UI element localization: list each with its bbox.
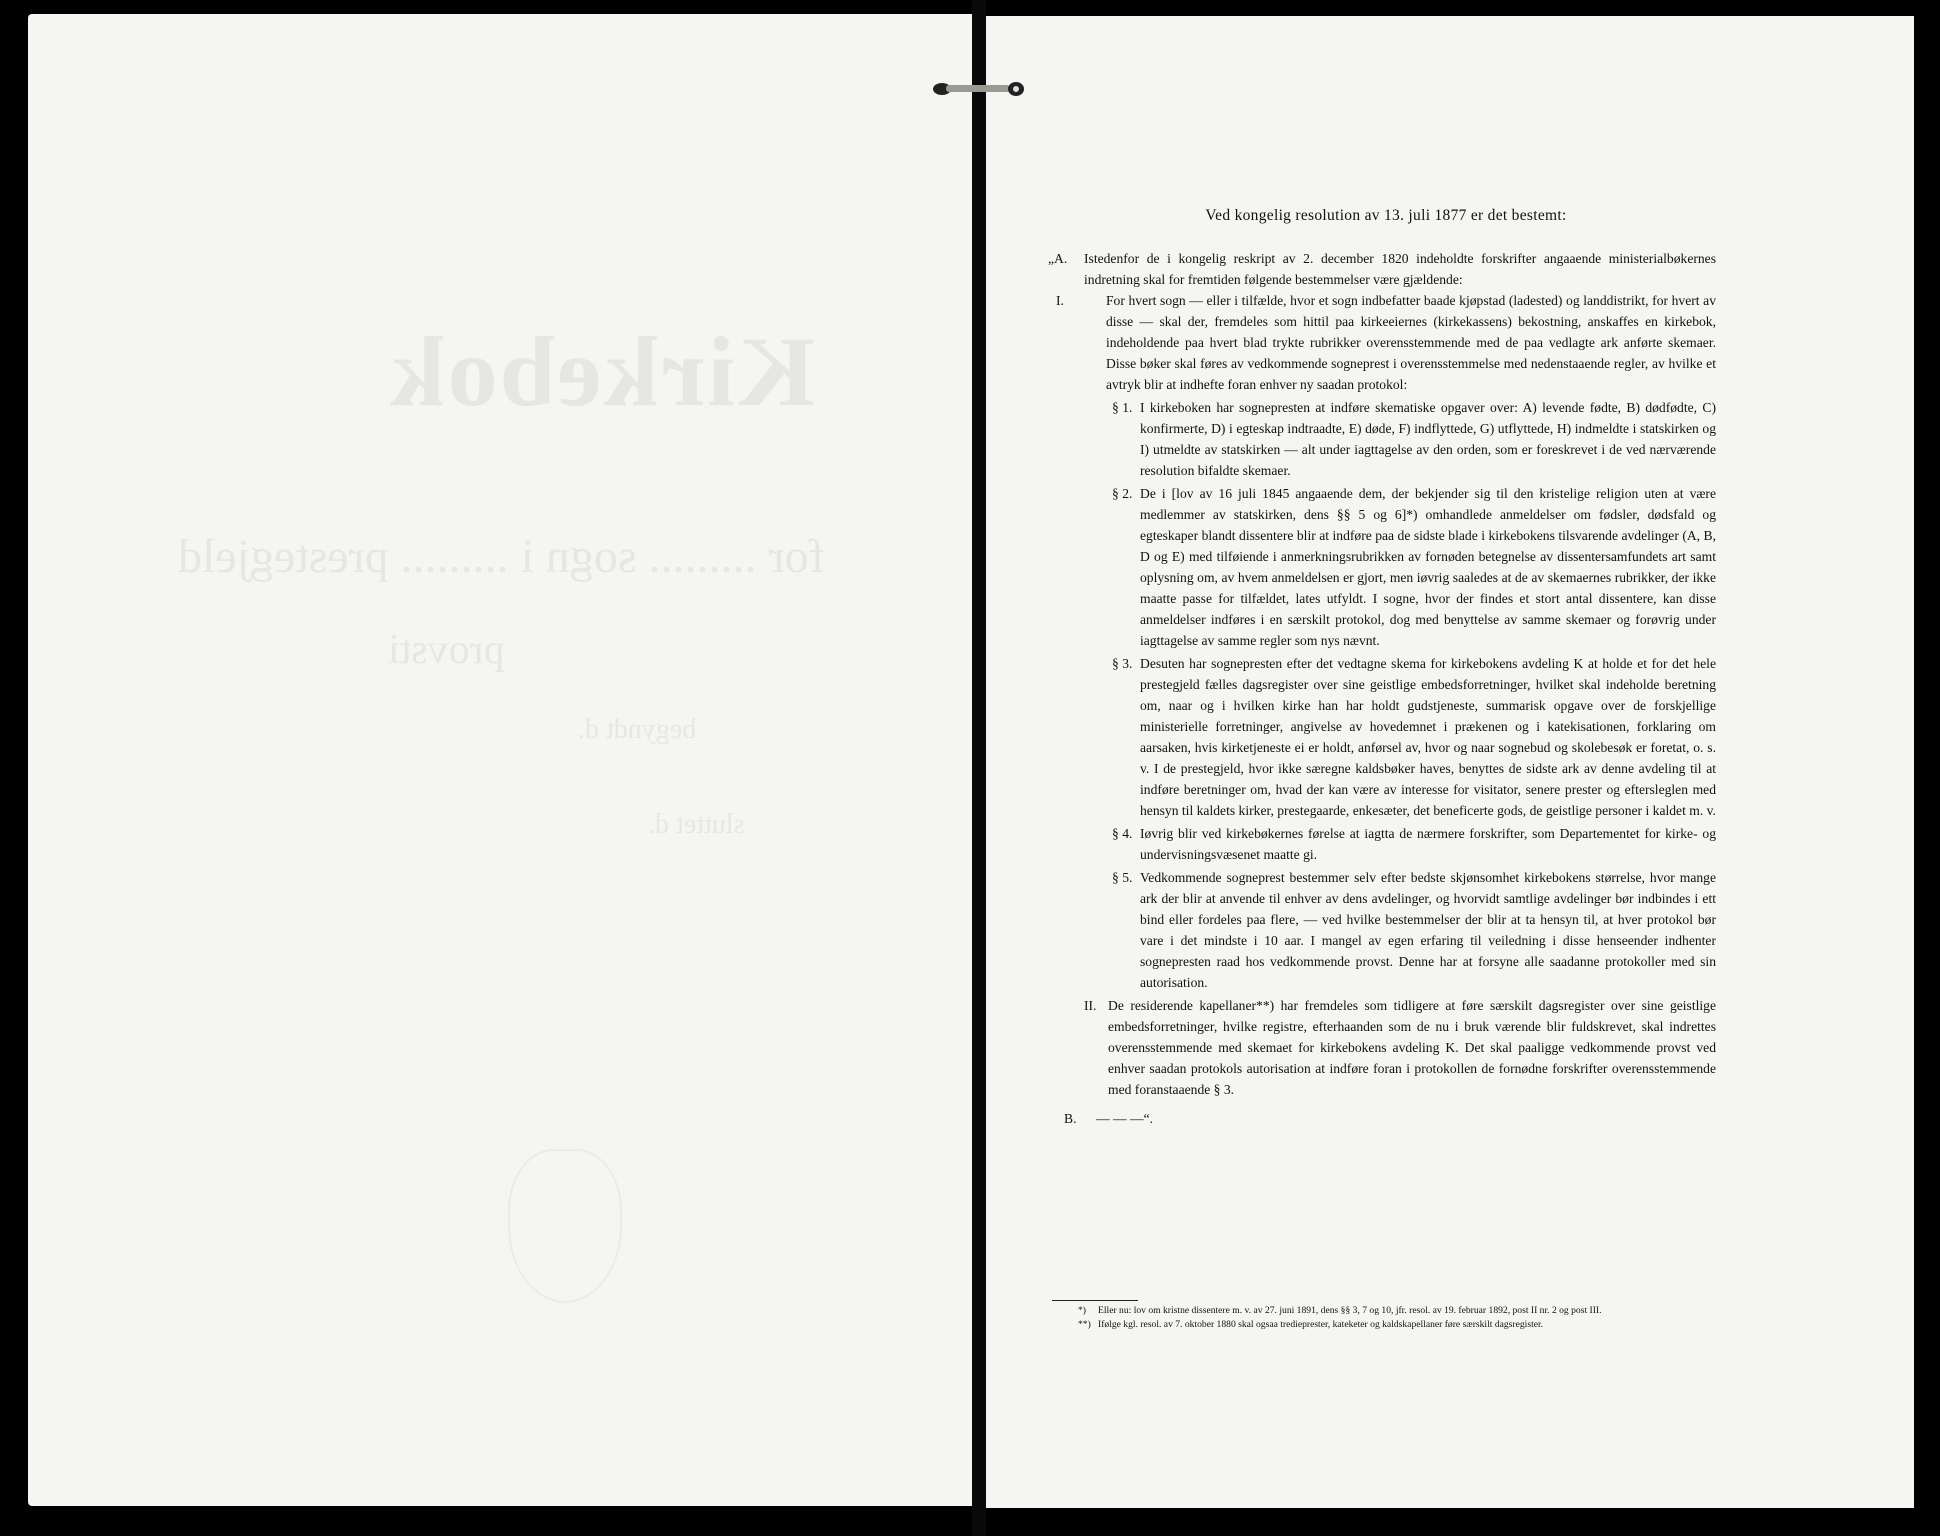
paragraph-2 (1056, 483, 1716, 651)
footnote-mark: **) (1078, 1319, 1091, 1330)
footnote (1072, 1304, 1702, 1318)
paragraph-4 (1056, 823, 1716, 865)
paragraph-label: § 2. (1112, 486, 1133, 501)
paragraph-text: De i [lov av 16 juli 1845 angaaende dem, der bekjender sig til den kristelige religion uten at være medlemmer av statskirken, dens §§ 5 og 6]*) omhandlede anmeldelser om fødsler, dødsfald og egteskaper blandt dissentere blir at indføre paa de sidste blade i kirkebokens tilsvarende avdelinger (A, B, D og E) med tilføiende i anmerkningsrubrikken av fornøden betegnelse av dissentersamfundets art samt oplysning om, av hvem anmeldelsen er gjort, men iøvrig saaledes at de av skemaernes rubrikker, der ikke maatte passe for tilfældet, lates utfyldt. I sogne, hvor der findes et stort antal dissentere, kan disse anmeldelser indføres i en særskilt protokol, dog med benyttelse av samme skemaer og forøvrig under iagttagelse av samme regler som nys nævnt. (1140, 486, 1716, 648)
footnotes (1072, 1304, 1702, 1332)
section-b (1056, 1108, 1716, 1129)
footnote-text: Eller nu: lov om kristne dissentere m. v. av 27. juni 1891, dens §§ 3, 7 og 10, jfr. resol. av 19. februar 1892, post II nr. 2 og post III. (1098, 1305, 1602, 1316)
document-title: Ved kongelig resolution av 13. juli 1877 er det bestemt: (1205, 207, 1567, 224)
paragraph-text: Vedkommende sogneprest bestemmer selv efter bedste skjønsomhet kirkebokens størrelse, hvor mange ark der blir at anvende til enhver av dens avdelinger, og hvorvidt samtlige avdelinger bør indbindes i ett bind eller fordeles paa flere, — ved hvilke bestemmelser der blir at ta hensyn til, at hver protokol bør vare i det mindste i 10 aar. I mangel av egen erfaring til veiledning i disse henseender indhenter sognepresten raad hos vedkommende provst. Denne har at forsyne alle saadanne protokoller med sin autorisation. (1140, 870, 1716, 990)
footnote-mark: *) (1078, 1305, 1086, 1316)
section-a (1048, 248, 1716, 290)
paragraph-5 (1056, 867, 1716, 993)
paragraph-text: I kirkeboken har sognepresten at indføre skematiske opgaver over: A) levende fødte, B) dødfødte, C) konfirmerte, D) i egteskap indtraadte, E) døde, F) indflyttede, G) utflyttede, H) indmeldte i statskirken og I) utmeldte av statskirken — alt under iagttagelse av den orden, som er foreskrevet i de ved nærværende resolution bifaldte skemaer. (1140, 400, 1716, 478)
footnote-divider (1052, 1300, 1138, 1301)
section-ii-text: De residerende kapellaner**) har fremdeles som tidligere at føre særskilt dagsregister over sine geistlige embedsforretninger, hvilke registre, efterhaanden som de nu i bruk værende blir fuldskrevet, skal indrettes overensstemmende med skemaet for kirkebokens avdeling K. Det skal paaligge vedkommende provst ved enhver saadan protokols autorisation at indføre foran i protokollen de fornødne forskrifter overensstemmende med foranstaaende § 3. (1108, 998, 1716, 1097)
paragraph-label: § 3. (1112, 656, 1133, 671)
section-a-text: Istedenfor de i kongelig reskript av 2. december 1820 indeholdte forskrifter angaaende ministerialbøkernes indretning skal for fremtiden følgende bestemmelser være gjældende: (1084, 251, 1716, 287)
bleed-through-seal (508, 1149, 622, 1303)
bleed-through-line: for ......... sogn i ......... prestegjeld (178, 530, 825, 583)
paragraph-text: Iøvrig blir ved kirkebøkernes førelse at iagtta de nærmere forskrifter, som Departementet for kirke- og undervisningsvæsenet maatte gi. (1140, 826, 1716, 862)
section-ii (1056, 995, 1716, 1100)
left-page (28, 14, 976, 1506)
resolution-text (1048, 205, 1716, 1129)
bleed-through-line: begyndt d. (578, 714, 697, 745)
bleed-through-line: sluttet d. (648, 809, 745, 840)
paragraph-label: § 1. (1112, 400, 1133, 415)
section-i-label: I. (1056, 293, 1064, 308)
section-a-label: „A. (1048, 251, 1068, 266)
section-b-text: — — —“. (1096, 1111, 1154, 1126)
section-i-text: For hvert sogn — eller i tilfælde, hvor et sogn indbefatter baade kjøpstad (ladested) og landdistrikt, for hvert av disse — skal der, fremdeles som hittil paa kirkeeiernes (kirkekassens) bekostning, anskaffes en kirkebok, indeholdende paa hvert blad trykte rubrikker overensstemmende med de paa vedlagte ark anførte skemaer. Disse bøker skal føres av vedkommende sogneprest i overensstemmelse med nedenstaaende regler, av hvilke et avtryk blir at indhefte foran enhver ny saadan protokol: (1106, 293, 1716, 392)
bleed-through-title: Kirkebok (388, 316, 816, 427)
paragraph-text: Desuten har sognepresten efter det vedtagne skema for kirkebokens avdeling K at holde et for det hele prestegjeld fælles dagsregister over sine geistlige embedsforretninger, hvilket skal indeholde beretning om, naar og i hvilken kirke han har holdt gudstjeneste, summarisk opgave over de forskjellige ministerielle forretninger, angivelse av hovedemnet i prækenen og i katekisationen, forklaring om aarsaken, hvis kirketjeneste ei er holdt, anførsel av, hvor og naar sognebud og skolebesøk er foretat, o. s. v. I de prestegjeld, hvor ikke særegne kaldsbøker haves, benyttes de sidste ark av denne avdeling til at indføre beretninger om, hvad der kan være av interesse for visitator, senere prester og eftersleglen med hensyn til kaldets kirker, prestegaarde, enkesæter, det beneficerte gods, de geistlige personer i kaldet m. v. (1140, 656, 1716, 818)
paragraph-3 (1056, 653, 1716, 821)
section-ii-label: II. (1084, 998, 1097, 1013)
paragraph-label: § 4. (1112, 826, 1133, 841)
footnote (1072, 1318, 1702, 1332)
binding-clasp-icon (930, 78, 1030, 100)
section-b-label: B. (1064, 1111, 1077, 1126)
bleed-through-line: provsti (388, 627, 505, 673)
footnote-text: Ifølge kgl. resol. av 7. oktober 1880 skal ogsaa tredieprester, kateketer og kaldskapellaner føre særskilt dagsregister. (1098, 1319, 1544, 1330)
paragraph-1 (1056, 397, 1716, 481)
paragraph-label: § 5. (1112, 870, 1133, 885)
section-i (1056, 290, 1716, 395)
book-gutter (972, 0, 986, 1536)
